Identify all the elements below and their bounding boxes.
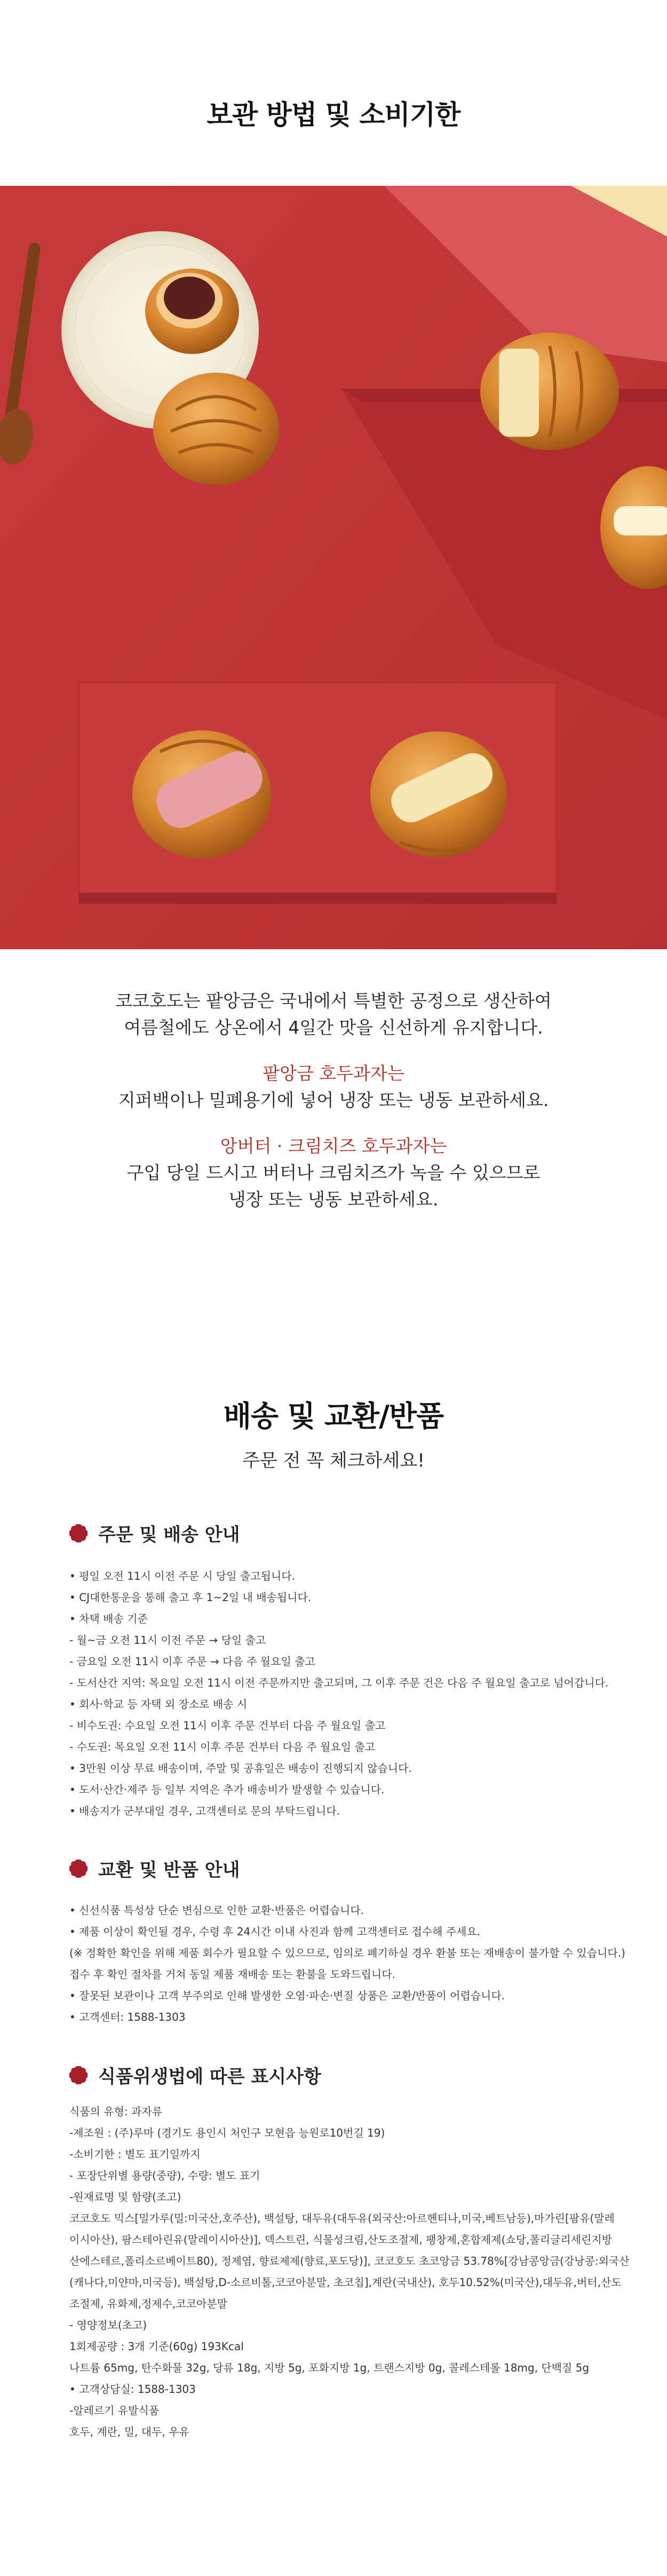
list-item: • 차택 배송 기준 — [69, 1612, 148, 1625]
list-item: - 수도권: 목요일 오전 11시 이후 주문 건부터 다음 주 월요일 출고 — [69, 1740, 376, 1753]
flower-icon — [69, 1524, 88, 1542]
list-item: -알레르기 유발식품 — [69, 2404, 160, 2417]
flower-icon — [69, 1860, 88, 1878]
list-item: -제조원 : (주)루마 (경기도 용인시 처인구 모현읍 능원로10번길 19) — [69, 2126, 385, 2139]
storage-line-3: 지퍼백이나 밀폐용기에 넣어 냉장 또는 냉동 보관하세요. — [118, 1090, 549, 1110]
order-section-title — [69, 1520, 240, 1546]
list-item: 코코호도 믹스[밀가루(밀:미국산,호주산), 백설탕, 대두유(대두유(외국산:아르헨티나,미국,베트남등),마가린[팜유(말레 — [69, 2212, 615, 2225]
exchange-list — [69, 1900, 625, 2028]
storage-description — [0, 988, 667, 1213]
list-item: 식품의 유형: 과자류 — [69, 2105, 163, 2118]
list-item: -원재료명 및 함량(조고) — [69, 2191, 181, 2203]
exchange-section-title — [69, 1855, 240, 1881]
list-item: • CJ대한통운을 통해 출고 후 1~2일 내 배송됩니다. — [69, 1591, 312, 1604]
list-item: - 도서산간 지역: 목요일 오전 11시 이전 주문까지만 출고되며, 그 이후 주문 건은 다음 주 월요일 출고로 넘어갑니다. — [69, 1676, 609, 1689]
order-section-label: 주문 및 배송 안내 — [98, 1524, 240, 1546]
storage-line-5: 냉장 또는 냉동 보관하세요. — [228, 1189, 439, 1210]
flower-icon — [69, 2066, 88, 2084]
list-item: • 제품 이상이 확인될 경우, 수령 후 24시간 이내 사진과 함께 고객센터로 접수해 주세요. — [69, 1925, 481, 1938]
list-item: • 회사·학교 등 자택 외 장소로 배송 시 — [69, 1698, 248, 1711]
list-item: - 금요일 오전 11시 이후 주문 → 다음 주 월요일 출고 — [69, 1655, 315, 1668]
walnut-cake-photo — [0, 186, 667, 949]
list-item: • 3만원 이상 무료 배송이며, 주말 및 공휴일은 배송이 진행되지 않습니다. — [69, 1762, 412, 1775]
list-item: 나트륨 65mg, 탄수화물 32g, 당류 18g, 지방 5g, 포화지방 1g, 트랜스지방 0g, 콜레스테롤 18mg, 단백질 5g — [69, 2361, 590, 2374]
food-info-list — [69, 2101, 630, 2443]
list-item: - 포장단위별 용량(중량), 수량: 별도 표기 — [69, 2169, 260, 2182]
red-bean-label: 팥앙금 호두과자는 — [263, 1063, 404, 1084]
list-item: -소비기한 : 별도 표기일까지 — [69, 2148, 201, 2161]
food-section-title — [69, 2062, 321, 2088]
list-item: • 잘못된 보관이나 고객 부주의로 인해 발생한 오염·파손·변질 상품은 교환/반품이 어렵습니다. — [69, 1989, 505, 2002]
list-item: 접수 후 확인 절차를 거쳐 동일 제품 재배송 또는 환불을 도와드립니다. — [69, 1968, 395, 1981]
list-item: • 고객상담실: 1588-1303 — [69, 2383, 196, 2396]
list-item: • 신선식품 특성상 단순 변심으로 인한 교환·반품은 어렵습니다. — [69, 1904, 364, 1917]
list-item: - 영양정보(초고) — [69, 2319, 147, 2331]
storage-line-4: 구입 당일 드시고 버터나 크림치즈가 녹을 수 있으므로 — [126, 1162, 541, 1183]
list-item: • 평일 오전 11시 이전 주문 시 당일 출고됩니다. — [69, 1570, 295, 1582]
list-item: - 비수도권: 수요일 오전 11시 이후 주문 건부터 다음 주 월요일 출고 — [69, 1719, 386, 1732]
order-list — [69, 1565, 609, 1822]
list-item: • 도서·산간·제주 등 일부 지역은 추가 배송비가 발생할 수 있습니다. — [69, 1783, 385, 1796]
list-item: (※ 정확한 확인을 위해 제품 회수가 필요할 수 있으므로, 임의로 폐기하실 경우 환불 또는 재배송이 불가할 수 있습니다.) — [69, 1947, 625, 1959]
list-item: • 배송지가 군부대일 경우, 고객센터로 문의 부탁드립니다. — [69, 1805, 340, 1817]
list-item: (캐나다,미얀마,미국등), 백설탕,D-소르비톨,코코아분말, 초코칩],계란(국내산), 호두10.52%(미국산),대두유,버터,산도 — [69, 2276, 622, 2289]
list-item: 이시아산), 팜스테아린유(말레이시아산)], 덱스트린, 식물성크림,산도조절제, 팽창제,혼합제제(쇼당,폴리글리세린지방 — [69, 2233, 612, 2246]
list-item: • 고객센터: 1588-1303 — [69, 2011, 186, 2023]
list-item: 호두, 계란, 밀, 대두, 우유 — [69, 2425, 189, 2438]
storage-title: 보관 방법 및 소비기한 — [207, 99, 460, 130]
list-item: 조절제, 유화제,정제수,코코아분말 — [69, 2297, 227, 2310]
list-item: 1회제공량 : 3개 기준(60g) 193Kcal — [69, 2340, 244, 2353]
list-item: 산에스테르,폴리소르베이트80), 정제염, 향료제제(향료,포도당)], 코코호도 초코앙금 53.78%[강남콩앙금(강낭콩:외국산 — [69, 2255, 630, 2267]
shipping-subtitle: 주문 전 꼭 체크하세요! — [242, 1450, 425, 1471]
storage-line-1: 코코호도는 팥앙금은 국내에서 특별한 공정으로 생산하여 — [115, 990, 552, 1011]
exchange-section-label: 교환 및 반품 안내 — [98, 1860, 240, 1881]
food-section-label: 식품위생법에 따른 표시사항 — [98, 2066, 321, 2087]
list-item: - 월~금 오전 11시 이전 주문 → 당일 출고 — [69, 1634, 266, 1647]
shipping-title: 배송 및 교환/반품 — [223, 1399, 444, 1433]
storage-line-2: 여름철에도 상온에서 4일간 맛을 신선하게 유지합니다. — [124, 1017, 543, 1038]
butter-cream-label: 앙버터 · 크림치즈 호두과자는 — [220, 1136, 447, 1156]
